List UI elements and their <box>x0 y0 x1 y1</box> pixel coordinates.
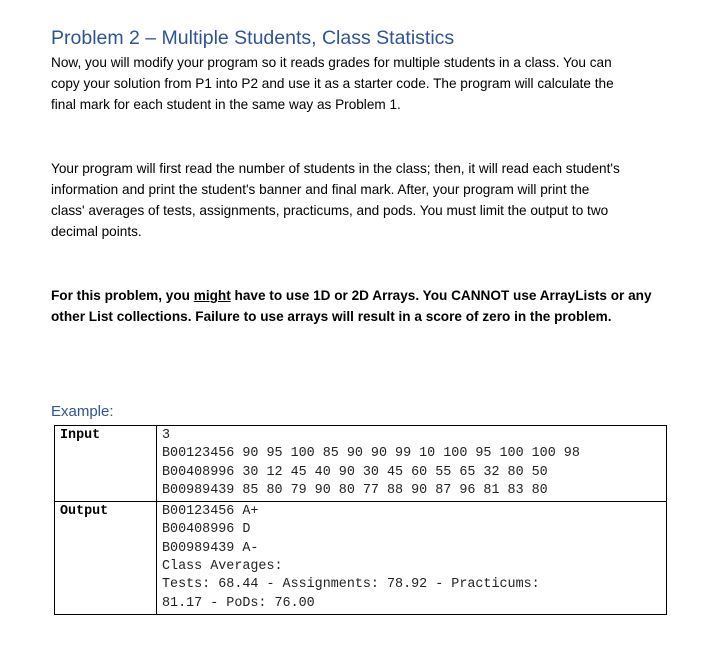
problem-heading: Problem 2 – Multiple Students, Class Statistics <box>51 27 455 49</box>
input-row <box>55 426 667 502</box>
example-table <box>54 425 667 615</box>
requirements-paragraph <box>51 285 691 327</box>
output-value <box>157 502 667 615</box>
text-line: final mark for each student in the same way as Problem 1. <box>51 97 401 112</box>
input-line: B00123456 90 95 100 85 90 90 99 10 100 95 100 100 98 <box>162 446 580 462</box>
input-line: 3 <box>162 428 171 443</box>
text-line: information and print the student's banner and final mark. After, your program will print the <box>51 182 590 197</box>
text-line <box>51 285 691 306</box>
input-line: B00408996 30 12 45 40 90 30 45 60 55 65 32 80 50 <box>162 464 548 480</box>
output-line: Class Averages: <box>162 559 283 575</box>
input-label: Input <box>55 426 157 502</box>
example-label: Example: <box>51 403 114 420</box>
input-line: B00989439 85 80 79 90 80 77 88 90 87 96 81 83 80 <box>162 482 548 498</box>
output-label: Output <box>55 502 157 615</box>
text-line: copy your solution from P1 into P2 and use it as a starter code. The program will calculate the <box>51 76 614 91</box>
text-line: class' averages of tests, assignments, practicums, and pods. You must limit the output to two <box>51 203 609 218</box>
text-line: Now, you will modify your program so it reads grades for multiple students in a class. You can <box>51 55 612 70</box>
input-value <box>157 426 667 502</box>
intro-paragraph <box>51 52 691 115</box>
output-line: 81.17 - PoDs: 76.00 <box>162 595 315 611</box>
text-line: other List collections. Failure to use arrays will result in a score of zero in the problem. <box>51 309 612 324</box>
underlined-word: might <box>193 288 231 303</box>
output-row <box>55 502 667 615</box>
output-line: B00408996 D <box>162 522 251 538</box>
text-line: decimal points. <box>51 224 142 239</box>
text-segment: For this problem, you <box>51 288 194 303</box>
output-line: B00989439 A- <box>162 540 259 556</box>
output-line: Tests: 68.44 - Assignments: 78.92 - Practicums: <box>162 577 540 593</box>
output-line: B00123456 A+ <box>162 504 259 520</box>
text-segment: have to use 1D or 2D Arrays. You CANNOT use ArrayLists or any <box>230 288 652 303</box>
description-paragraph <box>51 158 691 242</box>
text-line: Your program will first read the number of students in the class; then, it will read each student's <box>51 161 620 176</box>
